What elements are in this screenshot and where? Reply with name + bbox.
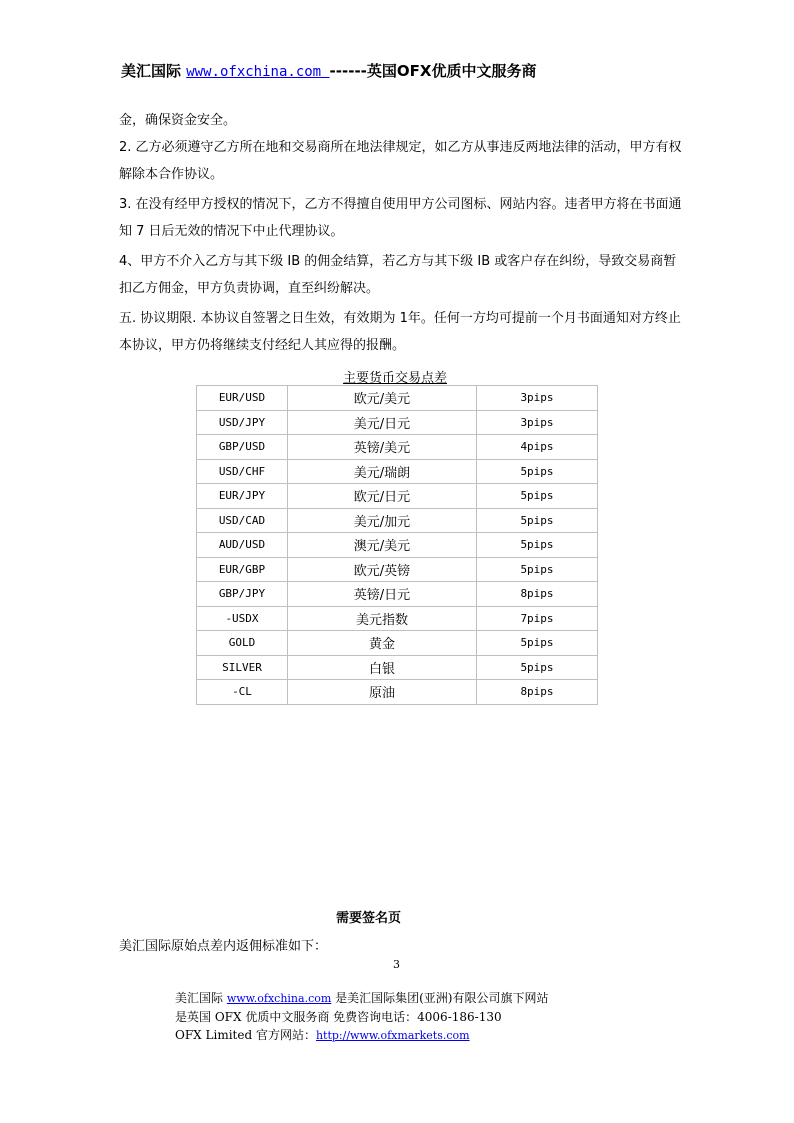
header-brand: 美汇国际 — [121, 62, 182, 80]
symbol-cell: AUD/USD — [197, 533, 288, 558]
spread-cell: 8pips — [477, 582, 598, 607]
name-cell: 美元/加元 — [288, 508, 477, 533]
signature-line: 美汇国际原始点差内返佣标准如下： — [119, 939, 328, 954]
spread-cell: 5pips — [477, 459, 598, 484]
signature-title: 需要签名页 — [336, 911, 402, 926]
spread-cell: 4pips — [477, 435, 598, 460]
name-cell: 黄金 — [288, 631, 477, 656]
table-row — [197, 435, 598, 460]
name-cell: 欧元/美元 — [288, 386, 477, 411]
spread-cell: 8pips — [477, 680, 598, 705]
table-row — [197, 557, 598, 582]
table-row — [197, 386, 598, 411]
symbol-cell: -USDX — [197, 606, 288, 631]
table-row — [197, 680, 598, 705]
paragraph-3: 3. 在没有经甲方授权的情况下，乙方不得擅自使用甲方公司图标、网站内容。违者甲方将在书面通知 7 日后无效的情况下中止代理协议。 — [119, 197, 682, 239]
name-cell: 白银 — [288, 655, 477, 680]
symbol-cell: EUR/JPY — [197, 484, 288, 509]
symbol-cell: -CL — [197, 680, 288, 705]
table-row — [197, 655, 598, 680]
header-url-link[interactable]: www.ofxchina.com — [186, 64, 330, 80]
footer-brand: 美汇国际 — [175, 991, 227, 1005]
symbol-cell: GOLD — [197, 631, 288, 656]
spread-cell: 5pips — [477, 484, 598, 509]
spread-cell: 5pips — [477, 508, 598, 533]
spread-cell: 3pips — [477, 386, 598, 411]
paragraph-4: 4、甲方不介入乙方与其下级 IB 的佣金结算，若乙方与其下级 IB 或客户存在纠纷，导致交易商暂扣乙方佣金，甲方负责协调，直至纠纷解决。 — [119, 254, 677, 296]
footer-line-3 — [175, 1026, 548, 1045]
symbol-cell: EUR/GBP — [197, 557, 288, 582]
footer-line-3-prefix: OFX Limited 官方网站： — [175, 1028, 316, 1042]
table-row — [197, 631, 598, 656]
name-cell: 原油 — [288, 680, 477, 705]
symbol-cell: GBP/USD — [197, 435, 288, 460]
page-number: 3 — [393, 958, 400, 971]
paragraph-1: 金，确保资金安全。 — [119, 113, 237, 128]
name-cell: 澳元/美元 — [288, 533, 477, 558]
name-cell: 美元/瑞朗 — [288, 459, 477, 484]
spread-cell: 7pips — [477, 606, 598, 631]
paragraph-5: 五. 协议期限. 本协议自签署之日生效，有效期为 1年。任何一方均可提前一个月书面通知对方终止本协议，甲方仍将继续支付经纪人其应得的报酬。 — [119, 311, 681, 353]
name-cell: 英镑/美元 — [288, 435, 477, 460]
header-tagline: ------英国OFX优质中文服务商 — [329, 62, 537, 80]
table-title: 主要货币交易点差 — [343, 371, 448, 386]
name-cell: 欧元/日元 — [288, 484, 477, 509]
symbol-cell: EUR/USD — [197, 386, 288, 411]
name-cell: 美元指数 — [288, 606, 477, 631]
table-row — [197, 459, 598, 484]
symbol-cell: USD/JPY — [197, 410, 288, 435]
footer-line-1-suffix: 是美汇国际集团(亚洲)有限公司旗下网站 — [331, 991, 549, 1005]
table-row — [197, 533, 598, 558]
symbol-cell: USD/CAD — [197, 508, 288, 533]
name-cell: 美元/日元 — [288, 410, 477, 435]
page-footer — [175, 989, 548, 1045]
symbol-cell: GBP/JPY — [197, 582, 288, 607]
name-cell: 英镑/日元 — [288, 582, 477, 607]
footer-line-2: 是英国 OFX 优质中文服务商 免费咨询电话：4006-186-130 — [175, 1010, 502, 1024]
spread-cell: 5pips — [477, 631, 598, 656]
symbol-cell: SILVER — [197, 655, 288, 680]
spread-cell: 5pips — [477, 533, 598, 558]
table-row — [197, 410, 598, 435]
table-row — [197, 582, 598, 607]
symbol-cell: USD/CHF — [197, 459, 288, 484]
spread-cell: 5pips — [477, 557, 598, 582]
footer-official-link[interactable]: http://www.ofxmarkets.com — [315, 1029, 470, 1042]
table-row — [197, 606, 598, 631]
paragraph-2: 2. 乙方必须遵守乙方所在地和交易商所在地法律规定，如乙方从事违反两地法律的活动，甲方有权解除本合作协议。 — [119, 140, 682, 182]
table-row — [197, 484, 598, 509]
spread-cell: 5pips — [477, 655, 598, 680]
page-header — [121, 60, 536, 81]
spread-cell: 3pips — [477, 410, 598, 435]
name-cell: 欧元/英镑 — [288, 557, 477, 582]
footer-site-link[interactable]: www.ofxchina.com — [226, 992, 332, 1005]
footer-line-1 — [175, 989, 548, 1008]
table-row — [197, 508, 598, 533]
spread-table — [196, 385, 598, 705]
